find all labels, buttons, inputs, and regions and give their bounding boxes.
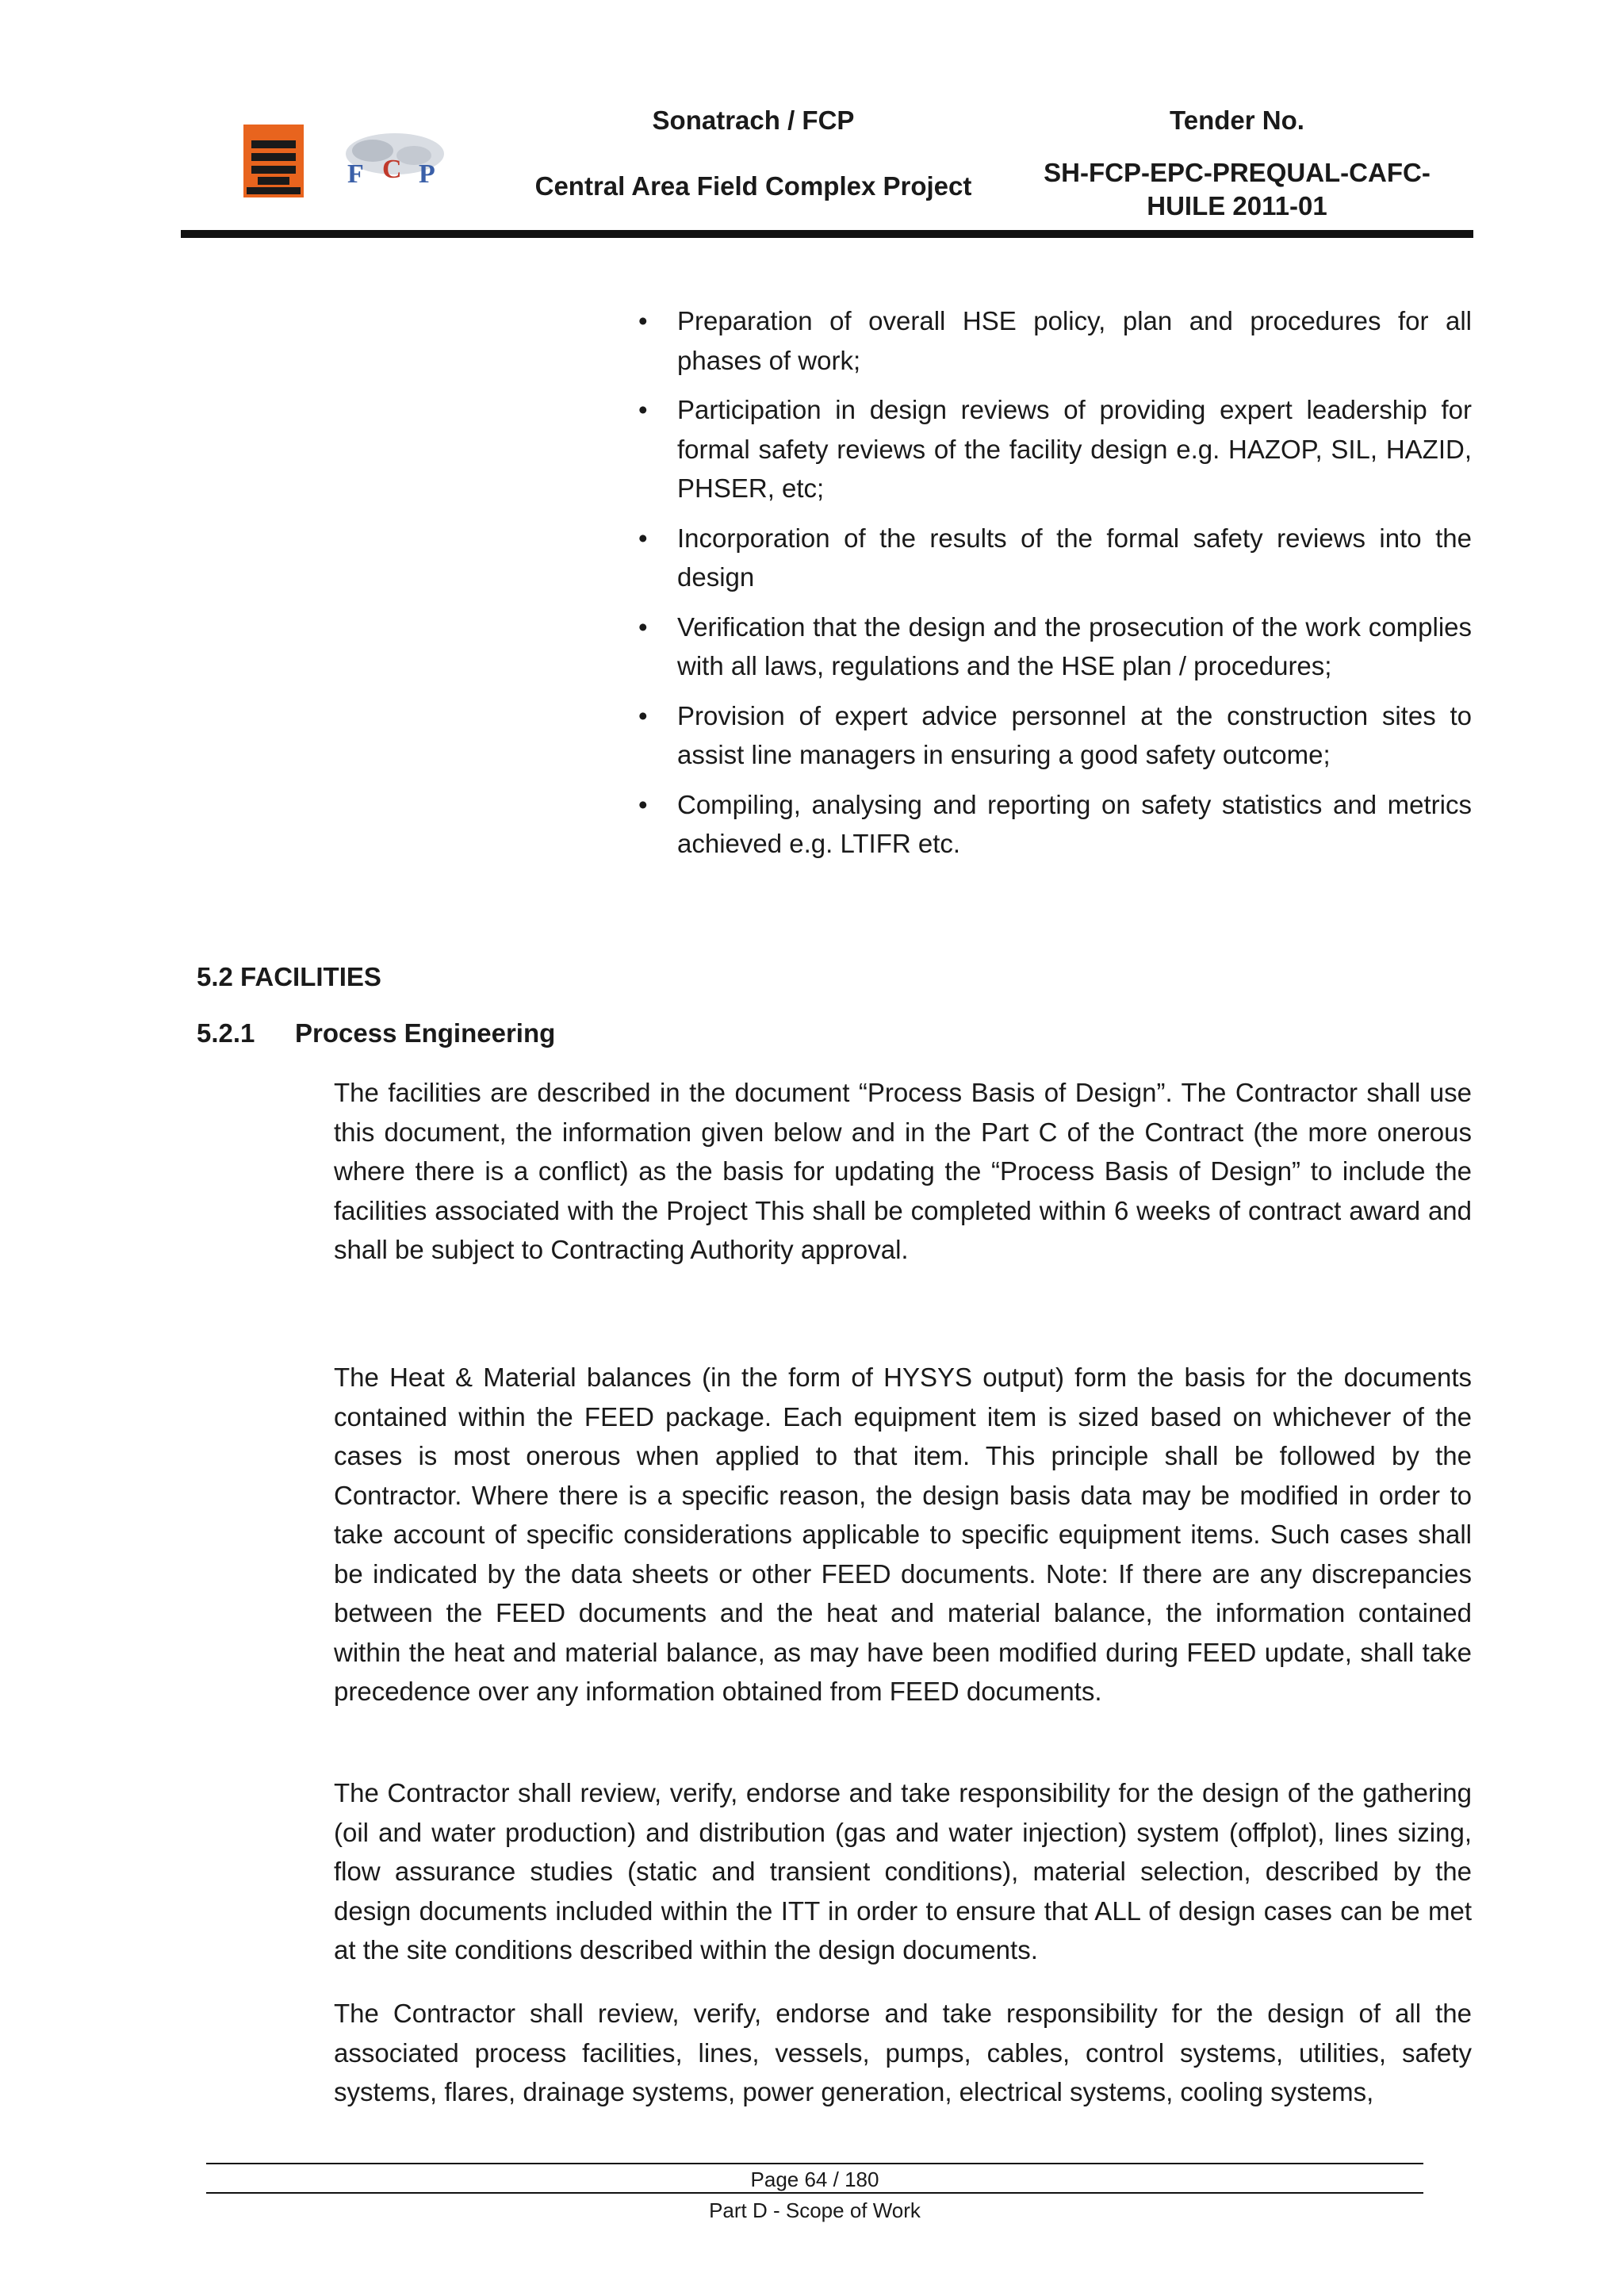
list-item-text: Participation in design reviews of providing expert leadership for formal safety reviews of the facility design e.g. HAZOP, SIL, HAZID, PHSER, etc; [677, 395, 1472, 503]
body-paragraph: The Contractor shall review, verify, endorse and take responsibility for the design of all the associated process facilities, lines, vessels, pumps, cables, control systems, utilities, safety systems, flares, drainage systems, power generation, electrical systems, cooling systems, [334, 1999, 1472, 2106]
header-project-name: Central Area Field Complex Project [534, 171, 972, 201]
list-item [634, 390, 1472, 508]
fcp-logo [325, 127, 452, 200]
bullet-icon: • [638, 395, 648, 424]
list-item-text: Preparation of overall HSE policy, plan and procedures for all phases of work; [677, 306, 1472, 375]
logo-bar [258, 177, 289, 185]
logo-bar [251, 166, 296, 174]
list-item [634, 696, 1472, 775]
logo-tag [247, 187, 301, 194]
bullet-icon: • [638, 523, 648, 553]
bullet-icon: • [638, 700, 648, 730]
body-paragraph: The Contractor shall review, verify, endorse and take responsibility for the design of the gathering (oil and water production) and distribution (gas and water injection) system (offplot), lines sizing, flow assurance studies (static and transient conditions), material selection, described by the design documents included within the ITT in order to ensure that ALL of design cases can be met at the site conditions described within the design documents. [334, 1778, 1472, 1964]
subsection-title-process-engineering: Process Engineering [295, 1018, 556, 1048]
list-item-text: Verification that the design and the prosecution of the work complies with all laws, regulations and the HSE plan / procedures; [677, 611, 1472, 680]
svg-text:P: P [419, 159, 435, 189]
footer-rule [206, 2192, 1423, 2194]
bullet-icon: • [638, 611, 648, 642]
bullet-icon: • [638, 306, 648, 335]
sonatrach-logo [243, 125, 304, 197]
list-item [634, 519, 1472, 597]
subsection-number: 5.2.1 [197, 1018, 255, 1048]
hse-bullet-list [634, 301, 1472, 874]
svg-text:F: F [347, 159, 364, 189]
header-organization: Sonatrach / FCP [652, 105, 855, 135]
header-rule [181, 230, 1473, 238]
footer-part-label: Part D - Scope of Work [709, 2198, 921, 2222]
body-paragraph: The Heat & Material balances (in the form of HYSYS output) form the basis for the documents contained within the FEED package. Each equipment item is sized based on whichever of the cases is most onerous when applied to that item. This principle shall be followed by the Contractor. Where there is a specific reason, the design basis data may be modified in order to take account of specific considerations applicable to specific equipment items. Such cases shall be indicated by the data sheets or other FEED documents. Note: If there are any discrepancies between the FEED documents and the heat and material balance, the information contained within the heat and material balance, as may have been modified during FEED update, shall take precedence over any information obtained from FEED documents. [334, 1363, 1472, 1706]
section-heading-facilities: 5.2 FACILITIES [197, 962, 381, 991]
logo-bar [251, 140, 296, 148]
svg-text:C: C [382, 155, 402, 184]
list-item [634, 785, 1472, 864]
page-number: Page 64 / 180 [750, 2168, 879, 2191]
list-item [634, 608, 1472, 686]
list-item [634, 301, 1472, 380]
page-header [0, 0, 1624, 238]
footer-rule [206, 2163, 1423, 2164]
header-tender-number: SH-FCP-EPC-PREQUAL-CAFC-HUILE 2011-01 [1044, 158, 1431, 220]
body-paragraph: The facilities are described in the document “Process Basis of Design”. The Contractor shall use this document, the information given below and in the Part C of the Contract (the more onerous where there is a conflict) as the basis for updating the “Process Basis of Design” to include the facilities associated with the Project This shall be completed within 6 weeks of contract award and shall be subject to Contracting Authority approval. [334, 1078, 1472, 1264]
list-item-text: Incorporation of the results of the formal safety reviews into the design [677, 523, 1472, 592]
list-item-text: Provision of expert advice personnel at the construction sites to assist line managers in ensuring a good safety outcome; [677, 700, 1472, 769]
bullet-icon: • [638, 789, 648, 819]
logo-bar [251, 153, 296, 161]
list-item-text: Compiling, analysing and reporting on safety statistics and metrics achieved e.g. LTIFR etc. [677, 789, 1472, 858]
header-tender-label: Tender No. [1170, 105, 1304, 135]
